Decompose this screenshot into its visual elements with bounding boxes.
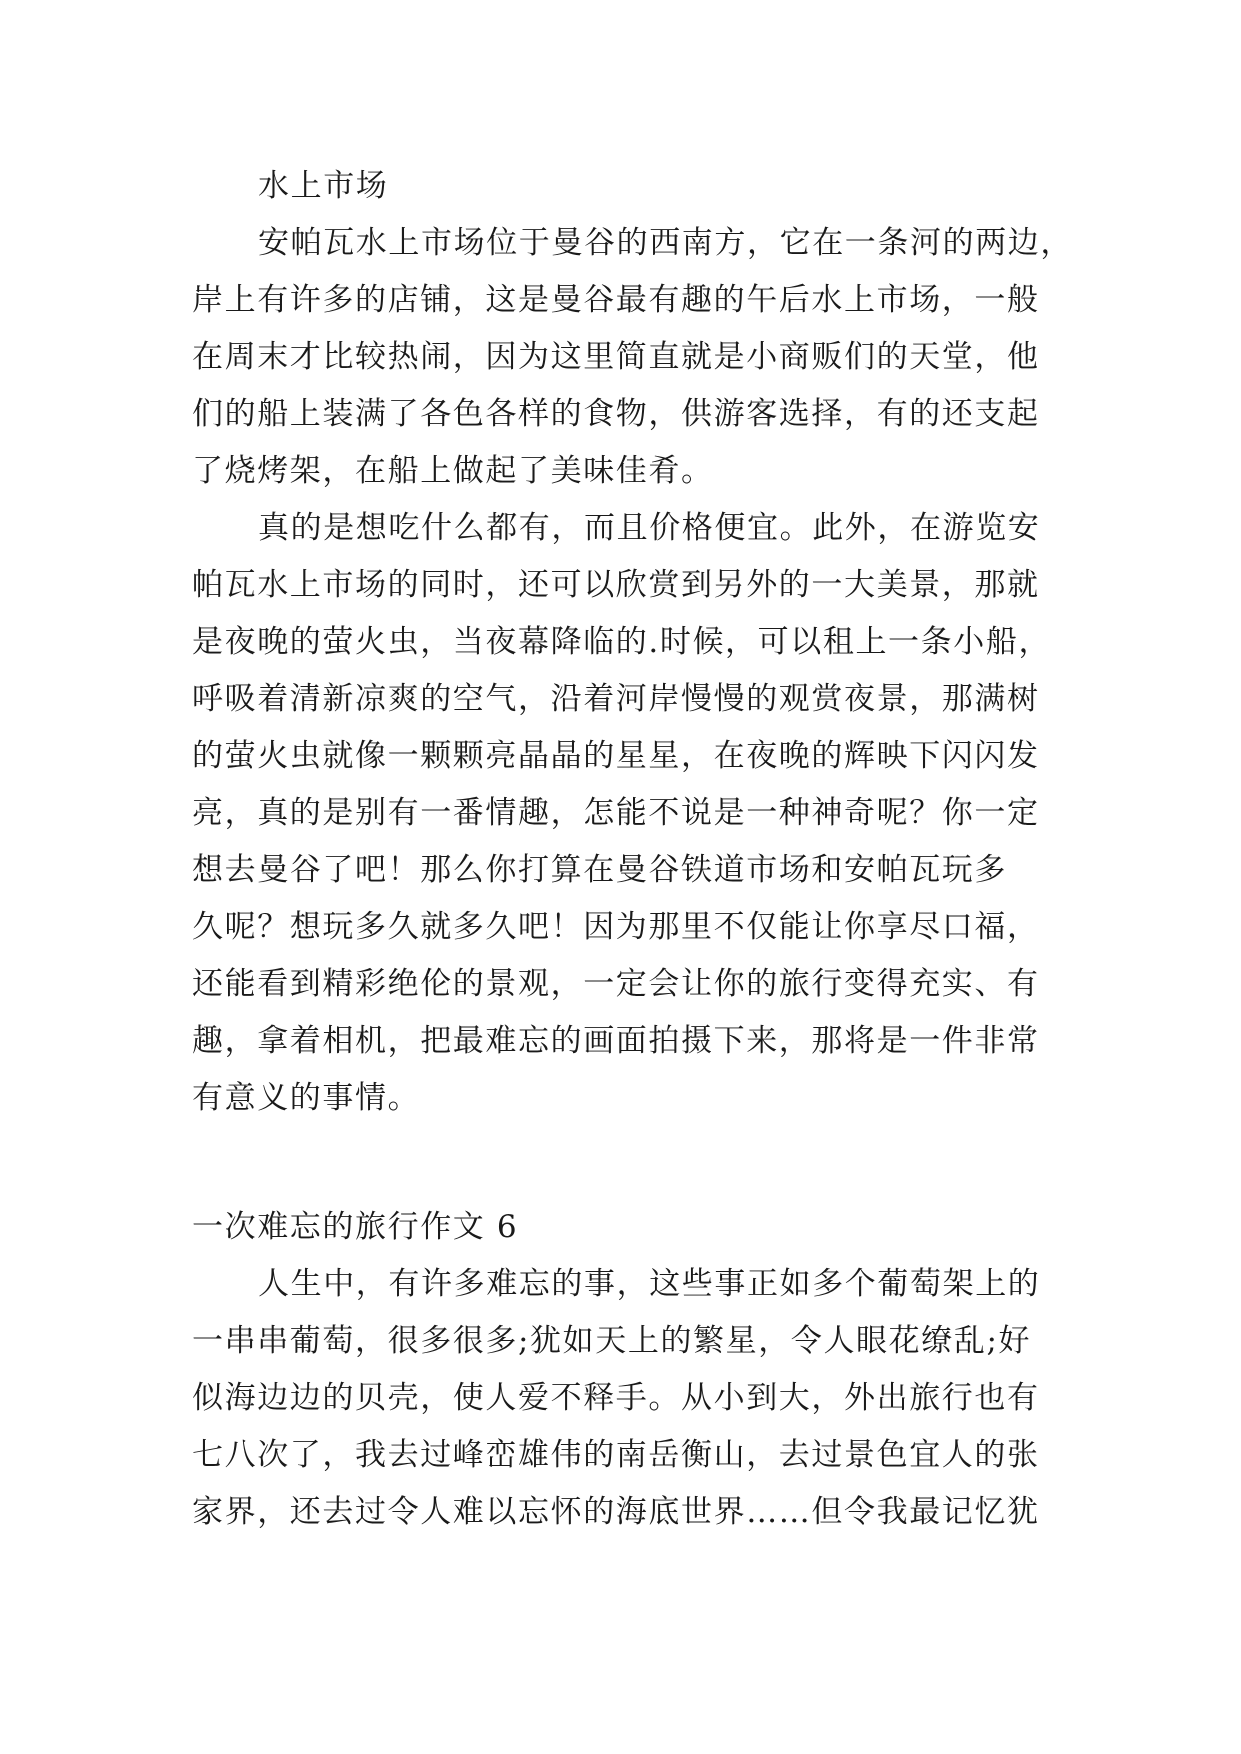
paragraph-line: 久呢？想玩多久就多久吧！因为那里不仅能让你享尽口福， <box>192 909 1040 945</box>
paragraph-line: 的萤火虫就像一颗颗亮晶晶的星星，在夜晚的辉映下闪闪发 <box>192 738 1040 774</box>
paragraph-line: 人生中，有许多难忘的事，这些事正如多个葡萄架上的 <box>258 1266 1041 1302</box>
paragraph-line: 呼吸着清新凉爽的空气，沿着河岸慢慢的观赏夜景，那满树 <box>192 681 1040 717</box>
paragraph-line: 们的船上装满了各色各样的食物，供游客选择，有的还支起 <box>192 396 1040 432</box>
paragraph-line: 想去曼谷了吧！那么你打算在曼谷铁道市场和安帕瓦玩多 <box>192 852 1007 888</box>
paragraph-line: 是夜晚的萤火虫，当夜幕降临的.时候，可以租上一条小船， <box>192 624 1052 660</box>
paragraph-line: 岸上有许多的店铺，这是曼谷最有趣的午后水上市场，一般 <box>192 282 1040 318</box>
paragraph-line: 帕瓦水上市场的同时，还可以欣赏到另外的一大美景，那就 <box>192 567 1040 603</box>
paragraph-line: 真的是想吃什么都有，而且价格便宜。此外，在游览安 <box>258 510 1041 546</box>
section-title: 一次难忘的旅行作文 6 <box>192 1209 519 1245</box>
paragraph-line: 还能看到精彩绝伦的景观，一定会让你的旅行变得充实、有 <box>192 966 1040 1002</box>
paragraph-line: 似海边边的贝壳，使人爱不释手。从小到大，外出旅行也有 <box>192 1380 1040 1416</box>
paragraph-line: 趣，拿着相机，把最难忘的画面拍摄下来，那将是一件非常 <box>192 1023 1040 1059</box>
paragraph-line: 亮，真的是别有一番情趣，怎能不说是一种神奇呢？你一定 <box>192 795 1040 831</box>
paragraph-line: 一串串葡萄，很多很多;犹如天上的繁星，令人眼花缭乱;好 <box>192 1323 1032 1359</box>
paragraph-line: 有意义的事情。 <box>192 1080 421 1116</box>
paragraph-line: 了烧烤架，在船上做起了美味佳肴。 <box>192 453 714 489</box>
paragraph-line: 安帕瓦水上市场位于曼谷的西南方，它在一条河的两边， <box>258 225 1073 261</box>
paragraph-line: 家界，还去过令人难以忘怀的海底世界……但令我最记忆犹 <box>192 1494 1040 1530</box>
section-title: 水上市场 <box>258 168 389 204</box>
paragraph-line: 在周末才比较热闹，因为这里简直就是小商贩们的天堂，他 <box>192 339 1040 375</box>
paragraph-line: 七八次了，我去过峰峦雄伟的南岳衡山，去过景色宜人的张 <box>192 1437 1040 1473</box>
